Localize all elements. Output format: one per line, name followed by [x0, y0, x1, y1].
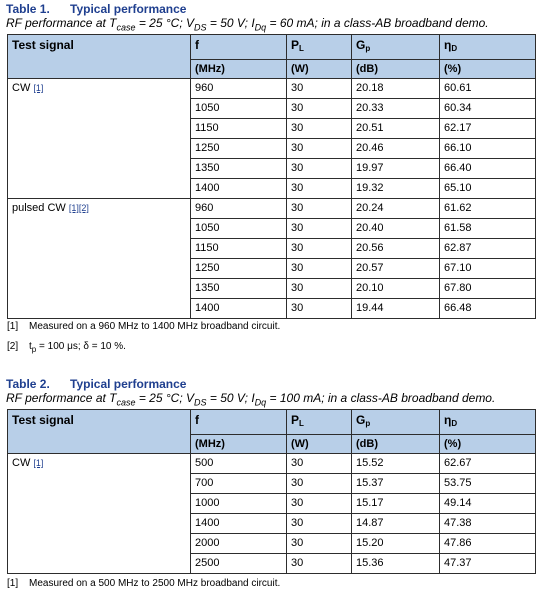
cond-sub: case — [116, 397, 136, 408]
cond-sub: case — [116, 22, 136, 33]
cell-value: 62.17 — [444, 122, 472, 134]
cell-value: 66.48 — [444, 302, 472, 314]
header-label: η — [444, 413, 452, 427]
header-sub: D — [451, 44, 458, 53]
cell-eta — [440, 534, 536, 554]
unit-pl — [287, 435, 352, 454]
cell-eta — [440, 79, 536, 99]
footnote-1 — [7, 317, 280, 337]
cell-pl — [287, 259, 352, 279]
cell-value: 2000 — [195, 537, 220, 549]
test-signal-cell — [8, 454, 191, 574]
cond-text: = 100 mA; in a class-AB broadband demo. — [266, 391, 496, 405]
test-signal-label: CW — [12, 82, 31, 94]
header-gp — [352, 410, 440, 435]
unit-label: (MHz) — [195, 438, 225, 450]
header-label: Test signal — [12, 413, 74, 427]
footnote-text: Measured on a 960 MHz to 1400 MHz broadband circuit. — [29, 321, 281, 332]
cell-f — [191, 139, 287, 159]
cell-eta — [440, 159, 536, 179]
unit-gp — [352, 435, 440, 454]
cell-value: 960 — [195, 202, 214, 214]
cell-value: 60.34 — [444, 102, 472, 114]
cell-value: 47.86 — [444, 537, 472, 549]
header-sub: p — [365, 419, 371, 428]
table-title-text: Typical performance — [70, 2, 187, 16]
cond-text: = 50 V; I — [206, 16, 255, 30]
cell-eta — [440, 299, 536, 319]
cell-value: 1350 — [195, 282, 220, 294]
cell-gp — [352, 199, 440, 219]
cell-value: 1400 — [195, 517, 220, 529]
table-number: Table 2. — [6, 377, 50, 391]
cell-value: 1400 — [195, 182, 220, 194]
table-2-notes — [7, 574, 280, 594]
cell-gp — [352, 79, 440, 99]
unit-label: (%) — [444, 438, 462, 450]
cell-value: 62.87 — [444, 242, 472, 254]
cell-eta — [440, 454, 536, 474]
cell-value: 960 — [195, 82, 214, 94]
header-label: G — [356, 413, 366, 427]
cond-text: = 25 °C; V — [135, 391, 194, 405]
cell-value: 30 — [291, 557, 304, 569]
unit-pl — [287, 60, 352, 79]
header-label: η — [444, 38, 452, 52]
cond-text: = 60 mA; in a class-AB broadband demo. — [266, 16, 489, 30]
cell-f — [191, 219, 287, 239]
cell-value: 19.32 — [356, 182, 384, 194]
cell-eta — [440, 279, 536, 299]
cell-value: 30 — [291, 537, 304, 549]
cell-value: 1050 — [195, 102, 220, 114]
cell-value: 49.14 — [444, 497, 472, 509]
cond-text: RF performance at T — [6, 16, 117, 30]
cell-value: 30 — [291, 162, 304, 174]
cell-f — [191, 79, 287, 99]
unit-eta — [440, 60, 536, 79]
cell-eta — [440, 119, 536, 139]
cell-gp — [352, 554, 440, 574]
cond-text: = 50 V; I — [206, 391, 255, 405]
header-row — [8, 410, 536, 435]
cell-value: 62.67 — [444, 457, 472, 469]
cell-pl — [287, 99, 352, 119]
cell-value: 30 — [291, 457, 304, 469]
cell-eta — [440, 239, 536, 259]
unit-label: (W) — [291, 63, 309, 75]
table-2-block — [6, 377, 538, 574]
table-row — [8, 199, 536, 219]
cell-value: 47.37 — [444, 557, 472, 569]
cell-gp — [352, 99, 440, 119]
unit-f — [191, 435, 287, 454]
cell-value: 700 — [195, 477, 214, 489]
cell-value: 500 — [195, 457, 214, 469]
table-1-block — [6, 2, 538, 319]
cell-value: 1150 — [195, 242, 219, 254]
cell-gp — [352, 454, 440, 474]
cell-value: 15.37 — [356, 477, 384, 489]
cond-text: = 25 °C; V — [135, 16, 194, 30]
footnote-1 — [7, 574, 280, 594]
cond-sub: Dq — [254, 397, 267, 408]
cell-gp — [352, 139, 440, 159]
cell-value: 1000 — [195, 497, 220, 509]
cell-pl — [287, 554, 352, 574]
header-row — [8, 35, 536, 60]
cell-value: 15.17 — [356, 497, 384, 509]
table-row — [8, 454, 536, 474]
cell-value: 53.75 — [444, 477, 472, 489]
unit-gp — [352, 60, 440, 79]
cell-value: 20.56 — [356, 242, 384, 254]
cell-value: 30 — [291, 242, 304, 254]
cell-gp — [352, 219, 440, 239]
cell-value: 30 — [291, 182, 304, 194]
cell-value: 30 — [291, 222, 304, 234]
cell-value: 30 — [291, 202, 304, 214]
footnote-ref: [1] — [7, 321, 19, 332]
cell-value: 30 — [291, 142, 304, 154]
header-pl — [287, 35, 352, 60]
cell-gp — [352, 259, 440, 279]
cell-value: 15.52 — [356, 457, 384, 469]
cell-pl — [287, 494, 352, 514]
unit-f — [191, 60, 287, 79]
cell-eta — [440, 494, 536, 514]
header-eta — [440, 410, 536, 435]
unit-label: (W) — [291, 438, 309, 450]
cell-pl — [287, 299, 352, 319]
table-1-notes — [7, 317, 280, 357]
cell-value: 61.62 — [444, 202, 472, 214]
header-sub: D — [451, 419, 458, 428]
table-1-title — [6, 2, 538, 16]
cell-value: 1250 — [195, 262, 220, 274]
cell-pl — [287, 79, 352, 99]
cell-value: 19.97 — [356, 162, 384, 174]
footnote-2 — [7, 337, 280, 357]
cell-eta — [440, 514, 536, 534]
cell-value: 60.61 — [444, 82, 472, 94]
header-test-signal — [8, 35, 191, 79]
cell-gp — [352, 534, 440, 554]
cell-value: 1250 — [195, 142, 220, 154]
cell-f — [191, 259, 287, 279]
cell-pl — [287, 514, 352, 534]
footnote-sub: p — [31, 345, 37, 354]
footnote-text: = 100 μs; δ = 10 %. — [36, 341, 126, 352]
cell-value: 19.44 — [356, 302, 384, 314]
cell-eta — [440, 259, 536, 279]
cell-value: 20.24 — [356, 202, 384, 214]
cell-gp — [352, 159, 440, 179]
cell-gp — [352, 299, 440, 319]
header-sub: p — [365, 44, 371, 53]
test-signal-label: CW — [12, 457, 31, 469]
cell-pl — [287, 534, 352, 554]
cell-value: 20.33 — [356, 102, 384, 114]
cell-value: 61.58 — [444, 222, 472, 234]
footnote-text: Measured on a 500 MHz to 2500 MHz broadband circuit. — [29, 578, 281, 589]
cell-value: 67.10 — [444, 262, 472, 274]
cond-sub: DS — [194, 397, 207, 408]
cell-pl — [287, 199, 352, 219]
header-label: P — [291, 413, 300, 427]
header-label: f — [195, 413, 199, 427]
cell-gp — [352, 239, 440, 259]
test-signal-label: pulsed CW — [12, 202, 66, 214]
cell-value: 30 — [291, 282, 304, 294]
cell-pl — [287, 239, 352, 259]
footnote-text: t — [29, 341, 32, 352]
cond-sub: DS — [194, 22, 207, 33]
cell-gp — [352, 119, 440, 139]
cell-f — [191, 299, 287, 319]
cell-gp — [352, 514, 440, 534]
cell-value: 2500 — [195, 557, 220, 569]
performance-table-1 — [7, 34, 536, 319]
cell-pl — [287, 179, 352, 199]
footnote-link[interactable]: [1] — [33, 458, 44, 468]
footnote-ref: [1] — [7, 578, 19, 589]
cell-f — [191, 514, 287, 534]
cell-eta — [440, 474, 536, 494]
cell-value: 20.46 — [356, 142, 384, 154]
cell-gp — [352, 474, 440, 494]
cell-value: 30 — [291, 122, 304, 134]
cell-f — [191, 239, 287, 259]
cell-value: 30 — [291, 517, 304, 529]
cell-value: 1400 — [195, 302, 220, 314]
table-1-conditions — [6, 16, 538, 31]
cell-eta — [440, 139, 536, 159]
cell-value: 20.40 — [356, 222, 384, 234]
cell-value: 20.10 — [356, 282, 384, 294]
cell-f — [191, 534, 287, 554]
cell-pl — [287, 159, 352, 179]
cell-value: 30 — [291, 302, 304, 314]
cell-pl — [287, 119, 352, 139]
footnote-link[interactable]: [1] — [33, 83, 44, 93]
footnote-ref: [2] — [7, 341, 19, 352]
cell-pl — [287, 454, 352, 474]
cell-value: 67.80 — [444, 282, 472, 294]
cond-text: RF performance at T — [6, 391, 117, 405]
cell-pl — [287, 279, 352, 299]
unit-label: (dB) — [356, 438, 378, 450]
cell-eta — [440, 219, 536, 239]
cell-value: 1150 — [195, 122, 219, 134]
unit-label: (MHz) — [195, 63, 225, 75]
cell-f — [191, 119, 287, 139]
header-label: Test signal — [12, 38, 74, 52]
header-label: f — [195, 38, 199, 52]
header-sub: L — [299, 44, 304, 53]
cell-gp — [352, 279, 440, 299]
cell-value: 1350 — [195, 162, 220, 174]
performance-table-2 — [7, 409, 536, 574]
unit-label: (dB) — [356, 63, 378, 75]
cell-value: 20.18 — [356, 82, 384, 94]
unit-label: (%) — [444, 63, 462, 75]
footnote-link[interactable]: [1] — [68, 203, 79, 213]
cell-value: 66.40 — [444, 162, 472, 174]
cond-sub: Dq — [254, 22, 267, 33]
header-label: G — [356, 38, 366, 52]
cell-f — [191, 99, 287, 119]
header-label: P — [291, 38, 300, 52]
cell-value: 20.57 — [356, 262, 384, 274]
cell-f — [191, 199, 287, 219]
cell-value: 65.10 — [444, 182, 472, 194]
cell-value: 66.10 — [444, 142, 472, 154]
unit-eta — [440, 435, 536, 454]
footnote-link[interactable]: [2] — [78, 203, 89, 213]
test-signal-cell — [8, 199, 191, 319]
table-number: Table 1. — [6, 2, 50, 16]
cell-f — [191, 474, 287, 494]
cell-value: 47.38 — [444, 517, 472, 529]
table-2-conditions — [6, 391, 538, 406]
cell-value: 30 — [291, 82, 304, 94]
cell-value: 20.51 — [356, 122, 384, 134]
cell-f — [191, 554, 287, 574]
cell-f — [191, 279, 287, 299]
header-eta — [440, 35, 536, 60]
table-2-title — [6, 377, 538, 391]
header-f — [191, 410, 287, 435]
cell-eta — [440, 99, 536, 119]
cell-value: 14.87 — [356, 517, 384, 529]
cell-f — [191, 454, 287, 474]
header-gp — [352, 35, 440, 60]
header-pl — [287, 410, 352, 435]
header-sub: L — [299, 419, 304, 428]
header-f — [191, 35, 287, 60]
cell-f — [191, 494, 287, 514]
cell-eta — [440, 179, 536, 199]
cell-eta — [440, 554, 536, 574]
cell-pl — [287, 139, 352, 159]
cell-gp — [352, 494, 440, 514]
cell-pl — [287, 474, 352, 494]
cell-eta — [440, 199, 536, 219]
cell-f — [191, 179, 287, 199]
cell-value: 30 — [291, 102, 304, 114]
cell-f — [191, 159, 287, 179]
cell-gp — [352, 179, 440, 199]
table-row — [8, 79, 536, 99]
header-test-signal — [8, 410, 191, 454]
cell-value: 15.20 — [356, 537, 384, 549]
cell-value: 30 — [291, 477, 304, 489]
cell-value: 1050 — [195, 222, 220, 234]
cell-pl — [287, 219, 352, 239]
cell-value: 15.36 — [356, 557, 384, 569]
table-title-text: Typical performance — [70, 377, 187, 391]
test-signal-cell — [8, 79, 191, 199]
cell-value: 30 — [291, 262, 304, 274]
cell-value: 30 — [291, 497, 304, 509]
